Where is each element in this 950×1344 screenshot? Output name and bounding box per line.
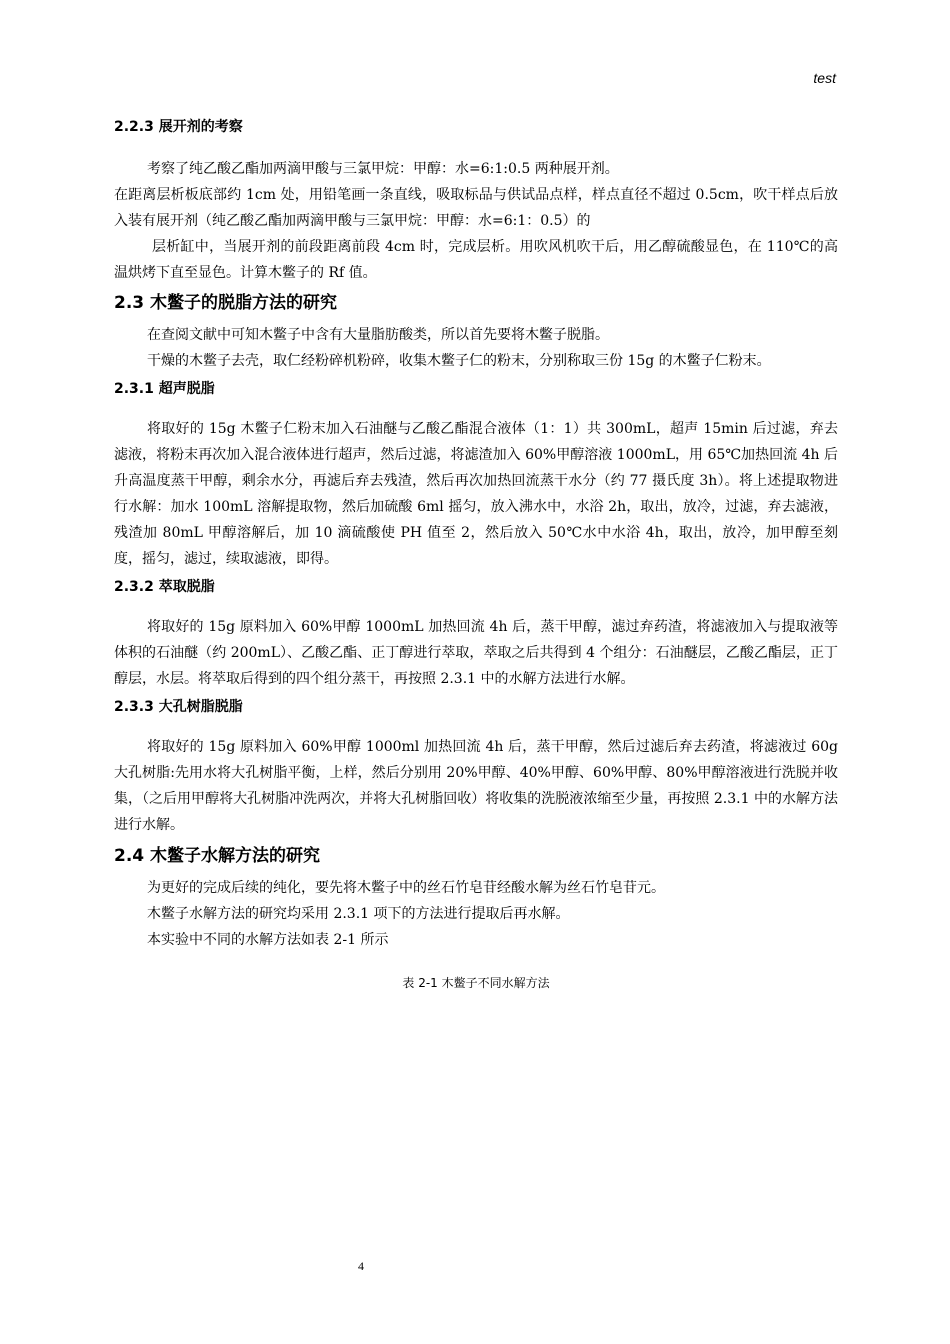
paragraph: 在距离层析板底部约 1cm 处，用铅笔画一条直线，吸取标品与供试品点样，样点直径不超过 0.5cm，吹干样点后放入装有展开剂（纯乙酸乙酯加两滴甲酸与三氯甲烷：甲醇：水=6:1：0.5）的 bbox=[114, 187, 838, 229]
page-header: test bbox=[813, 70, 836, 86]
table-caption: 表 2-1 木鳖子不同水解方法 bbox=[402, 976, 550, 990]
section-2-2-3-heading: 2.2.3 展开剂的考察 bbox=[114, 119, 243, 135]
section-2-3-2-heading: 2.3.2 萃取脱脂 bbox=[114, 579, 215, 595]
paragraph: 为更好的完成后续的纯化，要先将木鳖子中的丝石竹皂苷经酸水解为丝石竹皂苷元。 bbox=[147, 880, 665, 896]
paragraph: 将取好的 15g 原料加入 60%甲醇 1000ml 加热回流 4h 后，蒸干甲醇，然后过滤后弃去药渣，将滤液过 60g 大孔树脂:先用水将大孔树脂平衡，上样，然后分别用 20%甲醇、40%甲醇、60%甲醇、80%甲醇溶液进行洗脱并收集，（之后用甲醇将大孔树脂冲洗两次，并将大孔树脂回收）将收集的洗脱液浓缩至少量，再按照 2.3.1 中的水解方法进行水解。 bbox=[114, 739, 838, 833]
page-number: 4 bbox=[358, 1259, 364, 1273]
paragraph: 干燥的木鳖子去壳，取仁经粉碎机粉碎，收集木鳖子仁的粉末，分别称取三份 15g 的木鳖子仁粉末。 bbox=[147, 353, 771, 369]
paragraph: 本实验中不同的水解方法如表 2-1 所示 bbox=[147, 932, 389, 948]
paragraph: 层析缸中，当展开剂的前段距离前段 4cm 时，完成层析。用吹风机吹干后，用乙醇硫酸显色，在 110℃的高温烘烤下直至显色。计算木鳖子的 Rf 值。 bbox=[114, 239, 838, 281]
paragraph: 木鳖子水解方法的研究均采用 2.3.1 项下的方法进行提取后再水解。 bbox=[147, 906, 570, 922]
section-2-3-3-heading: 2.3.3 大孔树脂脱脂 bbox=[114, 699, 243, 715]
section-2-4-heading: 2.4 木鳖子水解方法的研究 bbox=[114, 846, 321, 866]
section-2-3-heading: 2.3 木鳖子的脱脂方法的研究 bbox=[114, 293, 338, 313]
section-2-3-1-heading: 2.3.1 超声脱脂 bbox=[114, 381, 215, 397]
paragraph: 将取好的 15g 木鳖子仁粉末加入石油醚与乙酸乙酯混合液体（1：1）共 300mL，超声 15min 后过滤，弃去滤液，将粉末再次加入混合液体进行超声，然后过滤，将滤渣加入 60%甲醇溶液 1000mL，用 65℃加热回流 4h 后升高温度蒸干甲醇，剩余水分，再滤后弃去残渣，然后再次加热回流蒸干水分（约 77 摄氏度 3h）。将上述提取物进行水解：加水 100mL 溶解提取物，然后加硫酸 6ml 摇匀，放入沸水中，水浴 2h，取出，放冷，过滤，弃去滤液，残渣加 80mL 甲醇溶解后，加 10 滴硫酸使 PH 值至 2，然后放入 50℃水中水浴 4h，取出，放冷，加甲醇至刻度，摇匀，滤过，续取滤液，即得。 bbox=[114, 421, 838, 567]
paragraph: 在查阅文献中可知木鳖子中含有大量脂肪酸类，所以首先要将木鳖子脱脂。 bbox=[147, 327, 609, 343]
paragraph: 考察了纯乙酸乙酯加两滴甲酸与三氯甲烷：甲醇：水=6:1:0.5 两种展开剂。 bbox=[147, 161, 619, 177]
paragraph: 将取好的 15g 原料加入 60%甲醇 1000mL 加热回流 4h 后，蒸干甲醇，滤过弃药渣，将滤液加入与提取液等体积的石油醚（约 200mL）、乙酸乙酯、正丁醇进行萃取，萃取之后共得到 4 个组分：石油醚层，乙酸乙酯层，正丁醇层，水层。将萃取后得到的四个组分蒸干，再按照 2.3.1 中的水解方法进行水解。 bbox=[114, 619, 838, 687]
page-content bbox=[114, 116, 838, 993]
